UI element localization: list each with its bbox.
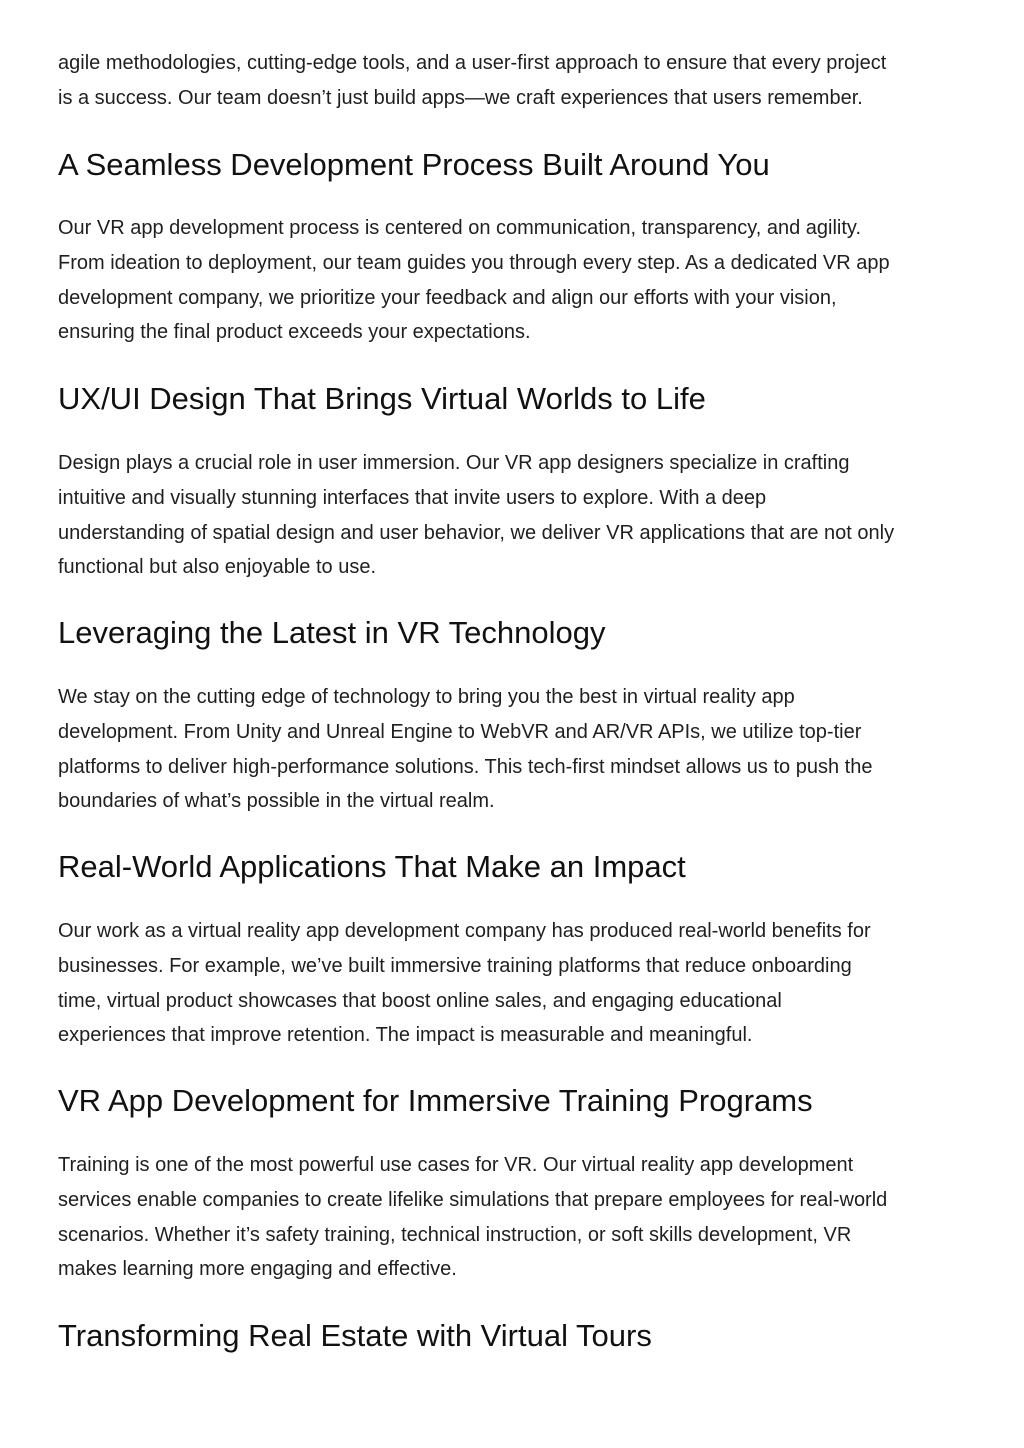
paragraph-line: makes learning more engaging and effective. xyxy=(58,1258,457,1281)
paragraph-line: boundaries of what’s possible in the virtual realm. xyxy=(58,790,495,813)
paragraph-line: experiences that improve retention. The impact is measurable and meaningful. xyxy=(58,1024,753,1047)
intro-paragraph xyxy=(58,46,973,116)
paragraph-line: Our VR app development process is centered on communication, transparency, and agility. xyxy=(58,217,862,239)
paragraph-line: Design plays a crucial role in user immersion. Our VR app designers specialize in crafting xyxy=(58,452,850,474)
paragraph-line: businesses. For example, we’ve built immersive training platforms that reduce onboarding xyxy=(58,954,852,977)
section-heading-development-process: A Seamless Development Process Built Around You xyxy=(58,147,770,182)
paragraph-line: Training is one of the most powerful use cases for VR. Our virtual reality app development xyxy=(58,1154,854,1176)
section-paragraph-development-process xyxy=(58,211,973,350)
paragraph-line: time, virtual product showcases that boost online sales, and engaging educational xyxy=(58,989,782,1012)
paragraph-line: services enable companies to create lifelike simulations that prepare employees for real-world xyxy=(58,1188,888,1211)
section-heading-ux-ui-design: UX/UI Design That Brings Virtual Worlds to Life xyxy=(58,381,706,416)
section-heading-real-world-applications: Real-World Applications That Make an Impact xyxy=(58,849,686,884)
paragraph-line: development. From Unity and Unreal Engine to WebVR and AR/VR APIs, we utilize top-tier xyxy=(58,720,862,743)
paragraph-line: intuitive and visually stunning interfaces that invite users to explore. With a deep xyxy=(58,486,767,509)
paragraph-line: We stay on the cutting edge of technology to bring you the best in virtual reality app xyxy=(58,686,795,708)
section-heading-immersive-training: VR App Development for Immersive Training Programs xyxy=(58,1083,813,1118)
paragraph-line: From ideation to deployment, our team guides you through every step. As a dedicated VR app xyxy=(58,251,890,274)
paragraph-line: platforms to deliver high-performance solutions. This tech-first mindset allows us to push the xyxy=(58,755,873,778)
section-paragraph-ux-ui-design xyxy=(58,446,973,585)
section-paragraph-immersive-training xyxy=(58,1148,973,1287)
paragraph-line: development company, we prioritize your feedback and align our efforts with your vision, xyxy=(58,286,837,309)
paragraph-line: agile methodologies, cutting-edge tools, and a user-first approach to ensure that every project xyxy=(58,52,887,74)
paragraph-line: scenarios. Whether it’s safety training, technical instruction, or soft skills development, VR xyxy=(58,1223,852,1246)
section-heading-real-estate-virtual-tours: Transforming Real Estate with Virtual Tours xyxy=(58,1318,652,1353)
paragraph-line: understanding of spatial design and user behavior, we deliver VR applications that are not only xyxy=(58,521,895,544)
section-heading-vr-technology: Leveraging the Latest in VR Technology xyxy=(58,615,606,650)
paragraph-line: ensuring the final product exceeds your expectations. xyxy=(58,321,531,344)
paragraph-line: is a success. Our team doesn’t just build apps—we craft experiences that users remember. xyxy=(58,86,863,109)
paragraph-line: functional but also enjoyable to use. xyxy=(58,556,376,579)
section-paragraph-vr-technology xyxy=(58,680,973,819)
section-paragraph-real-world-applications xyxy=(58,914,973,1053)
paragraph-line: Our work as a virtual reality app development company has produced real-world benefits for xyxy=(58,920,871,942)
